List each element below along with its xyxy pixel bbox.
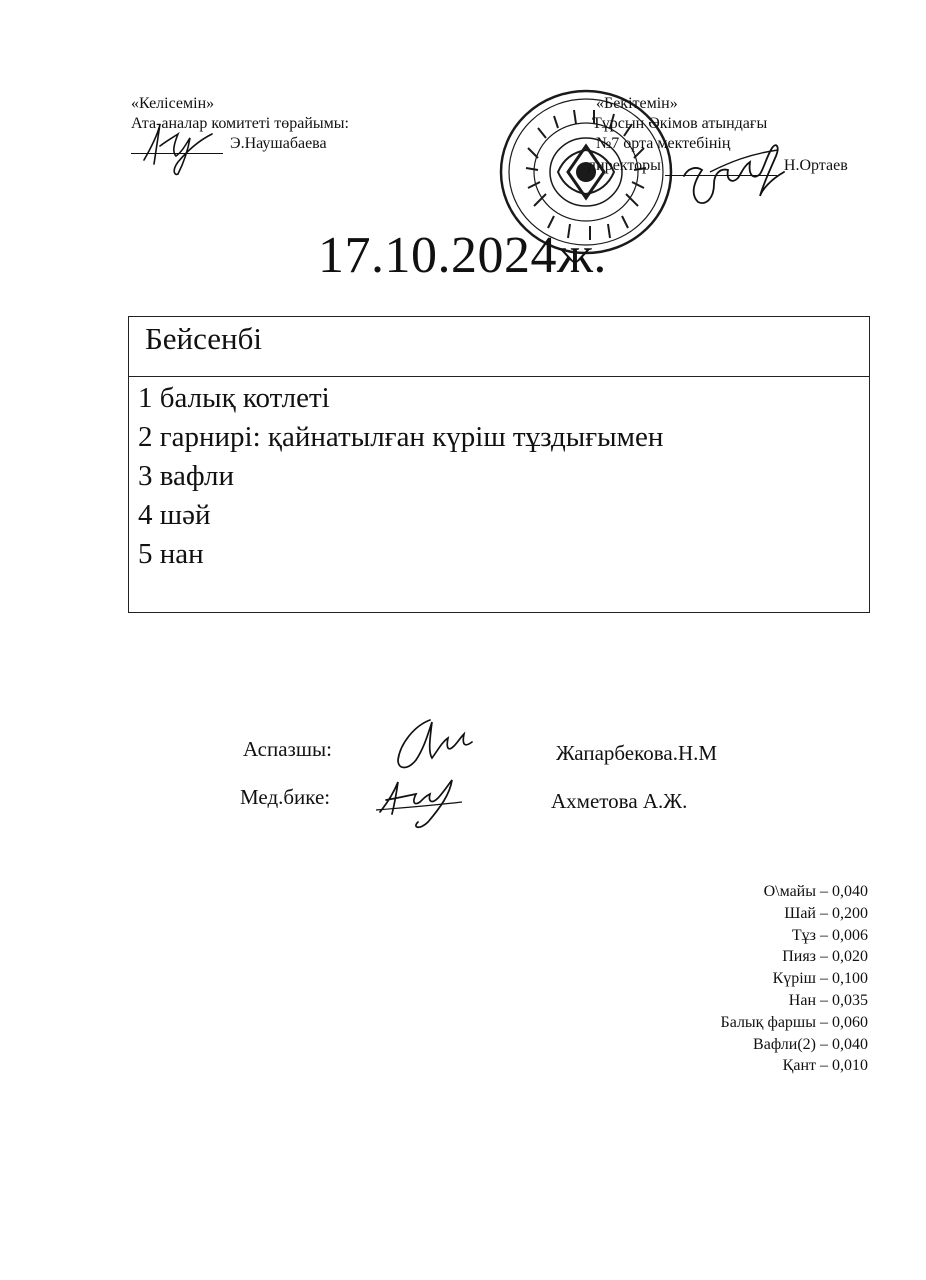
director-signature — [680, 132, 790, 212]
menu-item: 1 балық котлеті — [138, 382, 330, 414]
menu-date: 17.10.2024ж. — [318, 227, 607, 284]
ingredient-row: Қант – 0,010 — [782, 1057, 868, 1075]
nurse-name: Ахметова А.Ж. — [551, 789, 688, 813]
approval-right-line1: Тұрсын Әкімов атындағы — [592, 115, 768, 132]
ingredient-row: Тұз – 0,006 — [791, 926, 868, 944]
ingredient-row: Вафли(2) – 0,040 — [753, 1035, 868, 1053]
ingredient-row: Нан – 0,035 — [788, 991, 868, 1009]
ingredient-row: Шай – 0,200 — [784, 904, 868, 922]
parent-committee-signature — [138, 116, 218, 178]
ingredient-row: О\майы – 0,040 — [763, 883, 868, 900]
cook-name: Жапарбекова.Н.М — [556, 741, 718, 765]
ingredient-row: Пияз – 0,020 — [782, 948, 868, 966]
nurse-signature — [376, 772, 468, 834]
menu-item: 3 вафли — [138, 460, 234, 492]
cook-label: Аспазшы: — [243, 737, 332, 761]
menu-item: 2 гарнирі: қайнатылған күріш тұздығымен — [138, 421, 664, 453]
menu-divider — [129, 376, 869, 377]
approval-right-line2: №7 орта мектебінің — [596, 135, 731, 152]
approval-right-name: Н.Ортаев — [783, 157, 848, 174]
menu-table — [128, 316, 870, 613]
approval-left-heading: «Келісемін» — [131, 95, 215, 112]
menu-item: 5 нан — [138, 538, 204, 570]
menu-item: 4 шәй — [138, 499, 211, 531]
menu-items — [138, 379, 663, 574]
cook-signature — [392, 712, 476, 774]
approval-left-title: Ата-аналар комитеті төрайымы: — [131, 115, 349, 132]
approval-left-name: Э.Наушабаева — [230, 135, 327, 152]
approval-right-line3: директоры — [588, 157, 661, 174]
ingredient-row: Балық фаршы – 0,060 — [720, 1013, 868, 1031]
approval-right-heading: «Бекітемін» — [596, 95, 678, 112]
ingredient-row: Күріш – 0,100 — [772, 970, 868, 988]
menu-day-heading: Бейсенбі — [145, 321, 263, 356]
ingredients-list — [721, 881, 868, 1077]
nurse-label: Мед.бике: — [240, 785, 331, 809]
